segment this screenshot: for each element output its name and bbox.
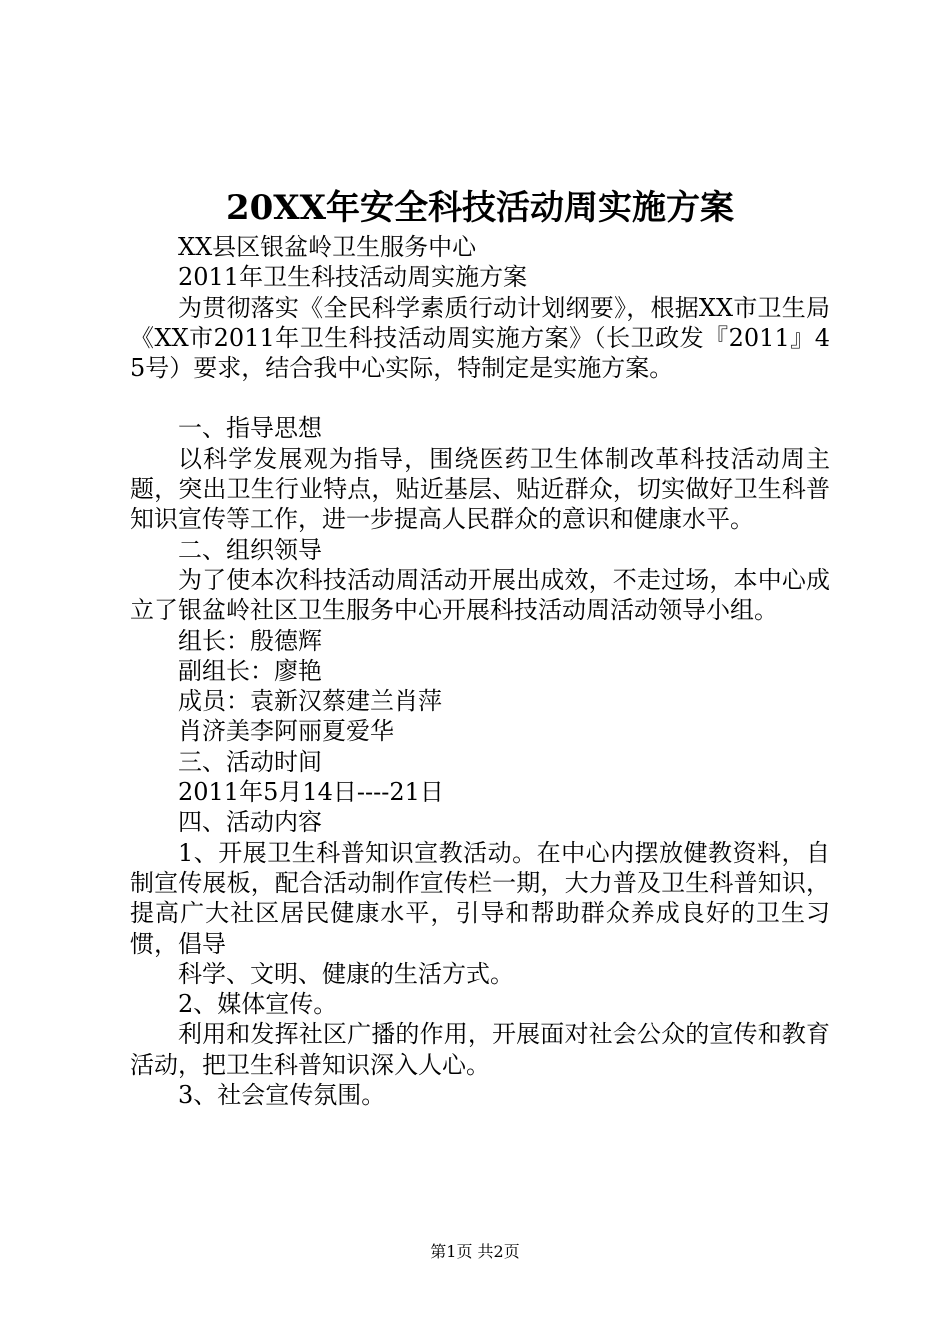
paragraph-organization: XX县区银盆岭卫生服务中心 (178, 233, 477, 261)
paragraph-deputy-leader: 副组长：廖艳 (178, 656, 322, 685)
paragraph-content-item-3: 3、社会宣传氛围。 (178, 1081, 386, 1110)
paragraph-group-leader: 组长：殷德辉 (178, 626, 322, 655)
heading-organization-leadership: 二、组织领导 (178, 535, 322, 564)
paragraph-members: 成员：袁新汉蔡建兰肖萍 (178, 687, 442, 716)
paragraph-guiding-thought: 以科学发展观为指导，围绕医药卫生体制改革科技活动周主题，突出卫生行业特点，贴近基层、贴近群众，切实做好卫生科普知识宣传等工作，进一步提高人民群众的意识和健康水平。 (130, 444, 830, 534)
document-body (130, 232, 830, 1110)
paragraph-gap (130, 383, 830, 413)
document-title: 20XX年安全科技活动周实施方案 (225, 188, 735, 228)
paragraph-intro: 为贯彻落实《全民科学素质行动计划纲要》，根据XX市卫生局《XX市2011年卫生科技活动周实施方案》（长卫政发『2011』45号）要求，结合我中心实际，特制定是实施方案。 (130, 293, 830, 383)
paragraph-leadership-group: 为了使本次科技活动周活动开展出成效，不走过场，本中心成立了银盆岭社区卫生服务中心开展科技活动周活动领导小组。 (130, 565, 830, 625)
paragraph-plan-title: 2011年卫生科技活动周实施方案 (178, 263, 528, 292)
page-footer: 第1页 共2页 (430, 1242, 520, 1261)
heading-activity-content: 四、活动内容 (178, 808, 322, 837)
paragraph-content-item-2-detail: 利用和发挥社区广播的作用，开展面对社会公众的宣传和教育活动，把卫生科普知识深入人心。 (130, 1020, 830, 1079)
paragraph-content-item-1: 1、开展卫生科普知识宣教活动。在中心内摆放健教资料，自制宣传展板，配合活动制作宣传栏一期，大力普及卫生科普知识，提高广大社区居民健康水平，引导和帮助群众养成良好的卫生习惯，倡导 (130, 838, 830, 958)
heading-activity-time: 三、活动时间 (178, 747, 322, 776)
paragraph-activity-dates: 2011年5月14日----21日 (178, 778, 444, 807)
paragraph-content-item-1-continued: 科学、文明、健康的生活方式。 (178, 959, 514, 988)
paragraph-content-item-2: 2、媒体宣传。 (178, 990, 338, 1019)
heading-guiding-thought: 一、指导思想 (178, 414, 322, 443)
paragraph-members-continued: 肖济美李阿丽夏爱华 (178, 717, 394, 746)
